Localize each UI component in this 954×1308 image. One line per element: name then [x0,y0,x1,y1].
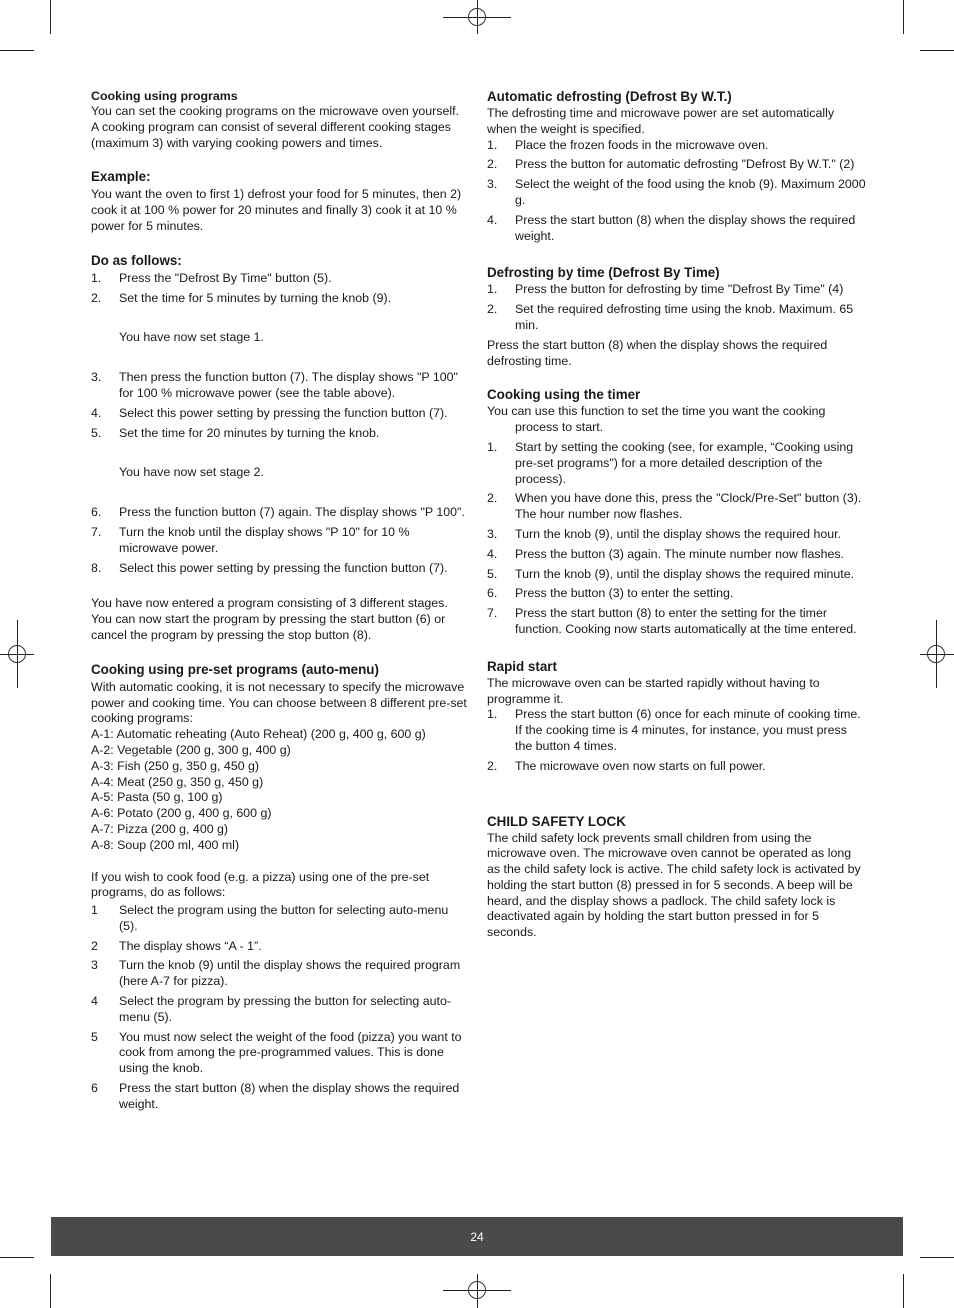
step-text: Press the "Defrost By Time" button (5). [119,270,332,285]
list-item [487,567,867,583]
list-item [91,939,469,955]
list-item [91,561,469,577]
step-number: 2 [91,938,98,953]
step-number: 2. [487,491,498,506]
registration-circle [927,645,945,663]
step-text: Press the start button (6) once for each minute of cooking time. If the cooking time is 4 minutes, for instance, you must press the button 4 times. [515,707,861,753]
step-text: Press the start button (8) when the display shows the required weight. [119,1081,460,1111]
step-number: 3. [487,177,498,192]
stage-note: You have now set stage 2. [119,465,264,480]
list-item [487,157,867,173]
crop-mark [920,50,954,51]
list-item [487,527,867,543]
crop-mark [50,1274,51,1308]
list-item [91,1030,469,1077]
paragraph: You can use this function to set the time you want the cooking process to start. [487,404,826,435]
list-item [91,370,469,402]
step-number: 2. [91,290,102,305]
program-list [91,727,469,853]
step-text: Press the button for automatic defrosting "Defrost By W.T." (2) [515,157,855,172]
list-item [91,525,469,557]
list-item [487,138,867,154]
step-text: Press the function button (7) again. The display shows "P 100". [119,505,465,520]
list-item [487,213,867,245]
crop-mark [920,1257,954,1258]
step-number: 7. [487,606,498,621]
step-number: 8. [91,560,102,575]
paragraph: You can set the cooking programs on the microwave oven yourself. A cooking program can consist of several different cooking stages (maximum 3) with varying cooking powers and times. [91,104,460,150]
step-text: When you have done this, press the "Clock/Pre-Set" button (3). The hour number now flashes. [515,491,862,522]
step-text: Select the program using the button for selecting auto-menu (5). [119,903,449,933]
step-text: Start by setting the cooking (see, for example, “Cooking using pre-set programs") for a more detailed description of the process). [515,439,854,486]
list-item [487,177,867,209]
list-item [487,606,867,638]
section-preset [91,661,469,1113]
step-list [487,440,867,638]
step-list [91,271,469,307]
section-do-as-follows [91,252,469,644]
step-text: Then press the function button (7). The display shows "P 100" for 100 % microwave power (see the table above). [119,370,458,400]
paragraph: You want the oven to first 1) defrost your food for 5 minutes, then 2) cook it at 100 % power for 20 minutes and finally 3) cook it at 10 % power for 5 minutes. [91,187,462,233]
registration-circle [468,8,486,26]
step-text: Select this power setting by pressing the function button (7). [119,405,448,420]
section-heading: Rapid start [487,658,557,674]
crop-mark [0,1257,34,1258]
list-item [91,994,469,1026]
step-number: 2. [487,302,498,317]
section-heading: Cooking using programs [91,89,238,103]
section-child-lock [487,813,867,942]
step-list [487,707,867,774]
section-heading: Defrosting by time (Defrost By Time) [487,265,720,281]
step-number: 4. [487,546,498,561]
step-number: 6. [91,505,102,520]
step-text: Set the time for 5 minutes by turning the knob (9). [119,290,392,305]
program-line: A-6: Potato (200 g, 400 g, 600 g) [91,806,272,821]
paragraph: With automatic cooking, it is not necessary to specify the microwave power and cooking time. You can choose between 8 different pre-set cooking programs: [91,679,467,726]
list-item [487,282,867,298]
list-item [487,491,867,523]
step-text: Press the button (3) to enter the setting. [515,586,734,601]
step-text: Turn the knob until the display shows "P 10" for 10 % microwave power. [119,524,410,555]
step-list [91,505,469,576]
crop-mark [903,1274,904,1308]
section-heading: Cooking using pre-set programs (auto-menu) [91,661,379,677]
step-number: 6. [487,586,498,601]
section-heading: Automatic defrosting (Defrost By W.T.) [487,89,732,104]
list-item [91,1081,469,1113]
paragraph: The defrosting time and microwave power are set automatically when the weight is specified. [487,106,835,136]
step-text: Set the required defrosting time using the knob. Maximum. 65 min. [515,302,854,332]
list-item [487,707,867,754]
step-number: 7. [91,524,102,539]
list-item [91,426,469,442]
section-cooking-programs [91,88,469,151]
step-text: Turn the knob (9), until the display shows the required hour. [515,526,842,541]
paragraph: You have now entered a program consisting of 3 different stages. You can now start the program by pressing the start button (6) or cancel the program by pressing the stop button (8). [91,596,448,642]
section-defrost-by-time [487,264,867,369]
paragraph: Press the start button (8) when the display shows the required defrosting time. [487,337,828,368]
section-heading: CHILD SAFETY LOCK [487,813,626,829]
section-heading: Example: [91,169,151,185]
list-item [91,271,469,287]
step-text: Select this power setting by pressing the function button (7). [119,560,448,575]
step-text: Press the button (3) again. The minute number now flashes. [515,546,844,561]
paragraph: The microwave oven can be started rapidly without having to programme it. [487,675,820,706]
step-text: Place the frozen foods in the microwave oven. [515,137,769,152]
step-number: 1. [487,282,498,297]
paragraph: If you wish to cook food (e.g. a pizza) using one of the pre-set programs, do as follows: [91,869,430,900]
step-text: Set the time for 20 minutes by turning the knob. [119,425,380,440]
list-item [91,505,469,521]
step-number: 3. [91,370,102,385]
step-number: 3 [91,958,98,973]
step-number: 3. [487,526,498,541]
section-timer [487,386,867,637]
step-text: The microwave oven now starts on full power. [515,758,766,773]
step-number: 2. [487,157,498,172]
program-line: A-2: Vegetable (200 g, 300 g, 400 g) [91,742,291,757]
program-line: A-7: Pizza (200 g, 400 g) [91,821,229,836]
step-number: 1 [91,903,98,918]
step-number: 5 [91,1029,98,1044]
step-text: Turn the knob (9), until the display shows the required minute. [515,566,855,581]
section-heading: Cooking using the timer [487,387,641,403]
step-number: 6 [91,1081,98,1096]
step-text: Turn the knob (9) until the display shows the required program (here A-7 for pizza). [119,958,461,989]
list-item [487,759,867,775]
step-number: 4. [91,405,102,420]
step-text: You must now select the weight of the food (pizza) you want to cook from among the pre-programmed values. This is done using the knob. [119,1029,462,1076]
registration-circle [8,645,26,663]
step-text: Press the start button (8) to enter the setting for the timer function. Cooking now starts automatically at the time entered. [515,606,857,636]
step-text: The display shows “A - 1”. [119,938,262,953]
list-item [487,586,867,602]
list-item [91,958,469,990]
program-line: A-3: Fish (250 g, 350 g, 450 g) [91,758,260,773]
list-item [91,903,469,935]
step-number: 5. [487,566,498,581]
page-footer-bar [51,1217,903,1256]
crop-mark [50,0,51,34]
step-list [487,138,867,245]
step-text: Select the weight of the food using the knob (9). Maximum 2000 g. [515,177,866,207]
left-column [91,88,469,1130]
program-line: A-5: Pasta (50 g, 100 g) [91,790,223,805]
crop-mark [0,50,34,51]
section-defrost-by-weight [487,88,867,244]
list-item [487,440,867,487]
step-number: 1. [487,137,498,152]
list-item [91,406,469,422]
section-rapid-start [487,658,867,775]
step-number: 4. [487,212,498,227]
list-item [91,291,469,307]
step-number: 4 [91,994,98,1009]
list-item [487,302,867,334]
step-number: 1. [487,439,498,454]
step-text: Press the button for defrosting by time "Defrost By Time" (4) [515,282,844,297]
step-list [91,903,469,1113]
page-number: 24 [470,1229,484,1244]
step-number: 1. [487,707,498,722]
stage-note: You have now set stage 1. [119,330,264,345]
program-line: A-8: Soup (200 ml, 400 ml) [91,837,240,852]
list-item [487,547,867,563]
step-list [487,282,867,333]
program-line: A-4: Meat (250 g, 350 g, 450 g) [91,774,264,789]
registration-circle [468,1281,486,1299]
program-line: A-1: Automatic reheating (Auto Reheat) (200 g, 400 g, 600 g) [91,727,426,742]
section-heading: Do as follows: [91,252,182,268]
step-text: Press the start button (8) when the display shows the required weight. [515,212,856,243]
step-list [91,370,469,441]
step-number: 5. [91,425,102,440]
step-number: 1. [91,270,102,285]
step-text: Select the program by pressing the button for selecting auto-menu (5). [119,994,451,1024]
section-example [91,168,469,234]
right-column [487,88,867,958]
crop-mark [903,0,904,34]
paragraph: The child safety lock prevents small children from using the microwave oven. The microwave oven cannot be operated as long as the child safety lock is active. The child safety lock is activated by holding the start button (8) pressed in for 5 seconds. A beep will be heard, and the display shows a padlock. The child safety lock is deactivated again by holding the start button pressed in for 5 seconds. [487,830,861,940]
step-number: 2. [487,758,498,773]
